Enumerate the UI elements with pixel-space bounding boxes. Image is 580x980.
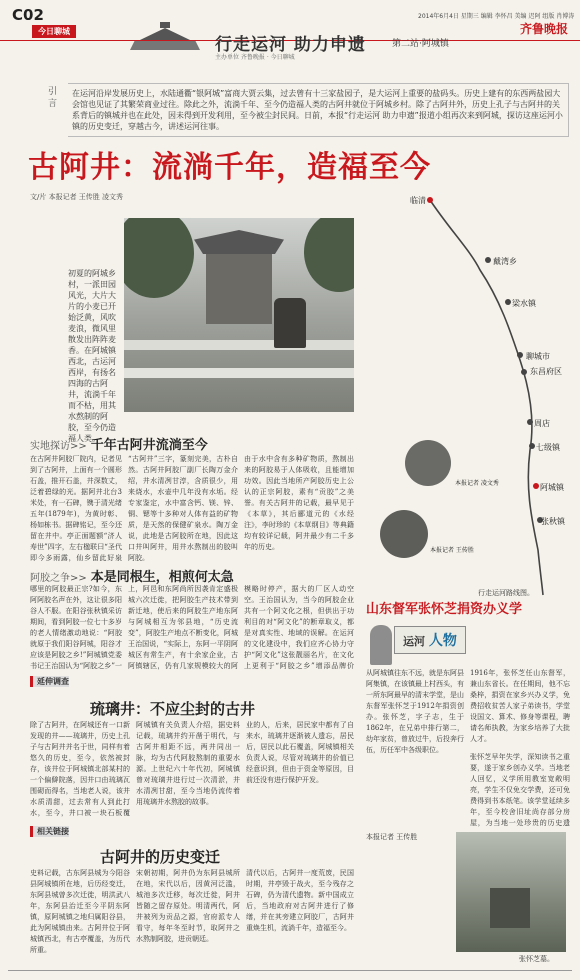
masthead-logo: 齐鲁晚报 bbox=[520, 22, 569, 36]
body-column: 1916年，张怀芝任山东督军，兼山东省长。在任期间，他不忘桑梓，捐资在家乡兴办义学，免费招收贫苦人家子弟读书，学堂设国文、算术、修身等课程，聘请名师执教，为家乡培养了大批人才。 bbox=[470, 669, 570, 743]
banner-stage: 第二站·阿城镇 bbox=[392, 39, 449, 49]
tomb-photo bbox=[456, 832, 566, 952]
map-label: 张秋镇 bbox=[541, 517, 565, 526]
body-column: 阿城镇有关负责人介绍，据史料记载，琉璃井约开凿于明代，与古阿井相距不远，两井同出一脉，均为古代阿胶熬制的重要水源。上世纪六十年代初，阿城镇曾对琉璃井进行过一次清淤，井水清冽甘甜，至今当地仍流传着用琉璃井水熬胶的故事。 bbox=[136, 721, 240, 806]
body-column: 张怀芝早年失学，深知读书之重要，遂于家乡创办义学。当地老人回忆，义学所用教室宽敞明亮，学生不仅免交学费，还可免费得到书本纸笔。该学堂延续多年，至今校舍旧址尚存部分房屋，为当地一处珍贵的历史遗 bbox=[470, 753, 570, 827]
map-label: 梁水镇 bbox=[512, 299, 536, 308]
section-heading: 阿胶之争>> 本是同根生，相煎何太急 bbox=[30, 570, 234, 585]
map-point bbox=[521, 369, 527, 375]
map-label: 聊城市 bbox=[526, 352, 550, 361]
banner-sponsor: 主办单位 齐鲁晚报 · 今日聊城 bbox=[215, 54, 295, 61]
map-label: 周店 bbox=[534, 419, 550, 428]
map-point bbox=[505, 299, 511, 305]
body-column: 业的人，后来，居民家中都有了自来水，琉璃井逐渐被人遗忘，居民后，居民以此石覆盖，阿城镇相关负责人说，尽管对琉璃井的价值已经意识到，但由于资金等原因，目前还没有进行保护开发。 bbox=[246, 721, 354, 784]
body-column: 清代以后，古阿井一度荒废，民国时期，井亭毁于战火，至今残存之石碑，仍为清代遗物。新中国成立后，当地政府对古阿井进行了修缮，并在其旁建立阿胶厂，古阿井重焕生机，流淌千年，造福至今。 bbox=[246, 869, 354, 932]
reporter-photo bbox=[380, 510, 428, 558]
section-heading: 实地探访>> 千年古阿井流淌至今 bbox=[30, 438, 208, 453]
body-column: 哪里的阿胶最正宗?如今，东阿阿胶名声在外，这让很多阳谷人不服。在阳谷张秋镇采访期间，看到阿胶一位七十多岁的老人情绪激动地说：“阿胶就原于我们阳谷阿城，阳谷才应该是阿胶之乡!”阿城镇党委书记王治国认为“阿胶之乡”一 bbox=[30, 585, 122, 670]
column-badge: 运河 人物 bbox=[394, 626, 466, 654]
main-photo bbox=[124, 218, 354, 412]
body-column: 在古阿井阿胶厂院内，记者见到了古阿井，上面有一个圆形石盖，推开石盖，井深数丈，泛着碧绿的光。据阿井北台3米处，有一石碑，镌于清光绪五年(1879年)，为黄时彰、杨如栋书。据碑铭记，至今还留在井中。亭正面题额“济人寿世”四字，左右楹联曰“圣代即今多雨露，仙乡留此好泉 bbox=[30, 455, 122, 562]
section-tag: 相关链接 bbox=[30, 826, 69, 837]
sidebar-headline: 山东督军张怀芝捐资办义学 bbox=[366, 602, 523, 617]
map-label: 临清 bbox=[410, 196, 426, 205]
reporter-photo bbox=[405, 440, 451, 486]
reporter-caption: 本报记者 凌文秀 bbox=[455, 480, 499, 487]
section-heading: 古阿井的历史变迁 bbox=[100, 848, 221, 866]
tomb-caption: 张怀芝墓。 bbox=[519, 955, 554, 963]
map-point bbox=[529, 443, 535, 449]
body-column: 由于水中含有多种矿物质，熬制出来的阿胶易于人体吸收，且能增加功效。因此当地所产阿胶历史上公认的正宗阿胶，素有“贡胶”之美誉。有关古阿井的记载，最早见于《本草》，其后郦道元的《水经注》，李时珍的《本草纲目》等典籍均有较详记载，阿井最少有二千多年的历史。 bbox=[244, 455, 354, 551]
portrait-photo bbox=[370, 625, 392, 665]
issue-meta: 2014年6月4日 星期三 编辑 李怀昌 美编 迟阿 组版 肖博涛 bbox=[418, 13, 575, 20]
intro-tag: 引言 bbox=[48, 87, 58, 109]
pagoda-icon bbox=[120, 22, 210, 52]
body-column: 史料记载，古东阿县城为今阳谷县阿城镇所在地，后历经变迁，东阿县城曾多次迁徙，明洪武八年，东阿县治迁至今平阴东阿镇，原阿城镇之地归属阳谷县，此为阿城镇由来。古阿井位于阿城镇西北，有古亭覆盖，为历代所重。 bbox=[30, 869, 130, 954]
body-column: 上，阿邑和东阿尚所因袭肯定盛极城六次迁徙，把阿胶生产技术带到新迁地，使后来的阿胶生产地东阿与阿城相互为邻县地，“历史流变”，阿胶生产地点不断变化，阿城王治国说，“实际上，东阿一平阴阿城区有常生产，有十余家企业，古阿镇辖区，仍有几家规模较大的阿 bbox=[128, 585, 238, 670]
page-rule bbox=[8, 970, 572, 971]
banner-title: 行走运河 助力申遗 bbox=[215, 35, 366, 55]
body-column: 本报记者 王传胜 bbox=[366, 833, 418, 841]
section-label: 今日聊城 bbox=[32, 25, 76, 38]
map-point bbox=[485, 257, 491, 263]
reporter-caption: 本报记者 王传胜 bbox=[430, 547, 474, 554]
map-caption: 行走运河路线图。 bbox=[478, 589, 534, 597]
map-point bbox=[527, 419, 533, 425]
section-heading: 琉璃井：不应尘封的古井 bbox=[90, 700, 256, 718]
map-label: 戴湾乡 bbox=[493, 257, 517, 266]
map-label: 东昌府区 bbox=[530, 367, 562, 376]
article-headline: 古阿井：流淌千年，造福至今 bbox=[28, 150, 431, 185]
body-column: 除了古阿井，在阿城还有一口新发现的井——琉璃井，历史上孔子与古阿井并名于世，同样有着悠久的历史，至今，依然被封存，该井位于阿城镇北部某村的一个偏僻院落，因井口由琉璃瓦围砌而得名，当地老人说，该井水质清甜，过去常有人到此打水，至今，井口被一块石板覆 bbox=[30, 721, 130, 817]
map-point bbox=[517, 352, 523, 358]
page-code: C02 bbox=[12, 6, 44, 24]
body-column: 宋朝初期，阿井仍为东阿县城所在地，宋代以后，因黄河泛滥，城池多次迁移，每次迁徙，阿井皆随之留存原处。明清两代，阿井被列为贡品之源，官府派专人看守，每年冬至时节，取阿井之水熬制阿胶，进贡朝廷。 bbox=[136, 869, 240, 943]
body-column: 模略时停产，据大的厂区人动空空。王治国认为，当今的阿胶企业共有一个阿文化之根，但供出于功利目的对“阿文化”的断章取义，都是对真实性、地域的误解。在运河的文化建设中，我们应齐心协力守护“阿文化”这张靓丽名片，在文化上更利于“阿胶之乡”增添品牌价 bbox=[244, 585, 354, 670]
byline: 文/片 本报记者 王传胜 凌文秀 bbox=[30, 193, 124, 201]
map-point bbox=[427, 197, 433, 203]
map-label: 七级镇 bbox=[536, 443, 560, 452]
map-point bbox=[533, 483, 539, 489]
body-column: 从阿城镇往东不远，就是东阿县阿集镇，在该镇最上村西头，有一所东阿最早的清末学堂，是山东督军张怀芝于1912年捐资创办。张怀芝，字子志，生于1862年，在兄弟中排行第二，幼年家贫，曾放过牛，后投奔行伍，历任军中各级职位。 bbox=[366, 669, 464, 754]
intro-box: 在运河沿岸发展历史上，水陆通衢“银阿城”富商大贾云集，过去曾有十三家盐园子，是大运河上重要的盐码头。历史上建有的东西两盐园大会馆也见证了其繁荣商业过往。除此之外，流淌千年、至今仍造福人类的古阿井就位于阿城乡村。除了古阿井外，历史上孔子与古阿井的关系背后的镇城并也在此处，因未得到开发利用，至今被尘封民间。日前，本报“行走运河 助力申遗”报道小组再次来到阿城，探访这座运河小镇的历史变迁，穿越古今，讲述运河往事。 bbox=[68, 83, 569, 137]
body-column: “古阿井”三字，篆刻完美，古朴自然。古阿井阿胶厂副厂长陶万金介绍，井水清冽甘淳，含质很少，用来烧水，水壶中几年没有水垢。经专家鉴定，水中富含钙、镁、锌、铜、锶等十多种对人体有益的矿物质，是天然的保健矿泉水。陶万金说，此地是古阿胶所在地，因此这口井叫阿井，用井水熬制出的胶叫阿胶。 bbox=[128, 455, 238, 562]
section-tag: 延伸调查 bbox=[30, 676, 69, 687]
map-label: 阿城镇 bbox=[540, 483, 564, 492]
photo-caption: 初夏的阿城乡村，一派田园风光，大片大片的小麦已开始泛黄，风吹麦浪，微风里散发出阵阵麦香。在阿城镇西北，古运河西岸，有扬名四海的古阿井，流淌千年而不枯，用其水熬制的阿胶，至今仍造福人类。 bbox=[68, 269, 116, 443]
